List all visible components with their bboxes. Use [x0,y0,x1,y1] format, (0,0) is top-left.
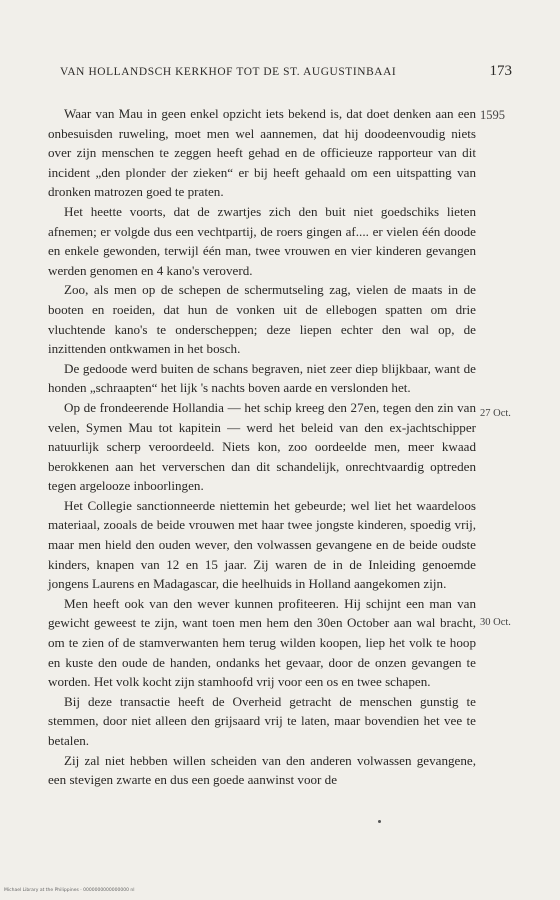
paragraph: Op de frondeerende Hollandia — het schip kreeg den 27en, tegen den zin van velen, Symen Mau tot kapitein — werd het beleid van den ex-jachtschipper natuurlijk scherp veroordeeld. Niets kon, zoo oordeelde men, meer kwaad berokkenen aan het ververschen dan dit schandelijk, onrechtvaardig optreden tegen argelooze inboorlingen. [48,399,476,494]
ink-speck [378,820,381,823]
running-header [60,63,512,79]
margin-note-date: 27 Oct. [480,408,511,419]
running-title: VAN HOLLANDSCH KERKHOF TOT DE ST. AUGUSTINBAAI [60,66,397,78]
margin-note-date: 30 Oct. [480,617,511,628]
paragraph: Zij zal niet hebben willen scheiden van den anderen volwassen gevangene, een stevigen zwarte en dus een goede aanwinst voor de [48,752,476,788]
paragraph: Waar van Mau in geen enkel opzicht iets bekend is, dat doet denken aan een onbesuisden ruweling, moet men wel aannemen, dat hij doodeenvoudig niets over zijn menschen te zeggen heeft gehad en de officieuze rapporteur van dit incident „den plonder der zieken“ er bij heeft gehaald om een uitspatting van dronken matrozen goed te praten. [48,106,476,200]
body-text [48,104,476,790]
paragraph: De gedoode werd buiten de schans begraven, niet zeer diep blijkbaar, want de honden „schraapten“ het lijk 's nachts boven aarde en verslonden het. [48,360,476,396]
paragraph: Het heette voorts, dat de zwartjes zich den buit niet goedschiks lieten afnemen; er volgde dus een vechtpartij, de roers gingen af.... er vielen één doode en enkele gewonden, terwijl één man, twee vrouwen en vier kinderen gevangen werden genomen en 4 kano's veroverd. [48,203,476,278]
scan-footer: Michael Library at the Philippines · 0000000000000000 nl [4,888,135,893]
paragraph: Zoo, als men op de schepen de schermutseling zag, vielen de maats in de booten en roeiden, dat hun de vonken uit de ellebogen spatten om drie vluchtende kano's te onderscheppen; deze liepen echter den wal op, de inzittenden ontkwamen in het bosch. [48,282,476,357]
margin-note-year: 1595 [480,108,505,122]
paragraph: Bij deze transactie heeft de Overheid getracht de menschen gunstig te stemmen, door niet alleen den grijsaard vrij te laten, maar bovendien het vee te betalen. [48,693,476,748]
paragraph: Men heeft ook van den wever kunnen profiteeren. Hij schijnt een man van gewicht geweest te zijn, want toen men hem den 30en October aan wal bracht, om te zien of de stamverwanten hem terug wilden koopen, liep het volk te hoop en kuste den oude de handen, ondanks het gevaar, door de onzen gevangen te worden. Het volk kocht zijn stamhoofd vrij voor een os en twee schapen. [48,595,476,690]
page-number: 173 [489,63,512,79]
paragraph: Het Collegie sanctionneerde niettemin het gebeurde; wel liet het waardeloos materiaal, zooals de beide vrouwen met haar twee jongste kinderen, spoedig vrij, maar men hield den ouden wever, den volwassen gevangene en de beide oudste kinders, knapen van 12 en 15 jaar. Zij waren de in de Inleiding genoemde jongens Laurens en Madagascar, die heelhuids in Holland aangekomen zijn. [48,497,476,592]
